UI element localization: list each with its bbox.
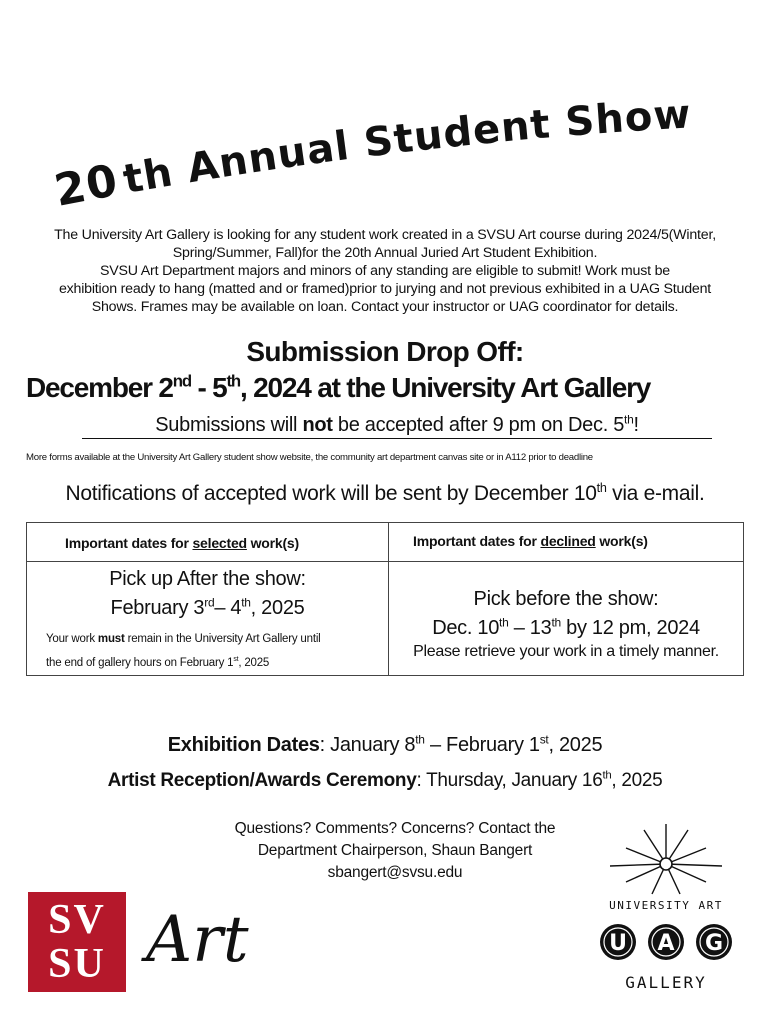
starburst-icon: [610, 824, 722, 894]
header-underlined: declined: [540, 533, 596, 549]
contact-block: [190, 818, 600, 884]
selected-pickup-dates: [27, 594, 388, 622]
dropoff-heading: Submission Drop Off:: [246, 336, 524, 367]
reception-text: : Thursday, January 16: [416, 770, 603, 791]
exhibition-sup: th: [415, 732, 425, 747]
poster-title: [28, 100, 748, 230]
uag-letter-u: U: [609, 931, 627, 956]
reception-text: , 2025: [611, 770, 663, 791]
notification-sup: th: [596, 481, 607, 495]
cell-text: Dec. 10: [432, 617, 500, 639]
title-rest: th Annual Student Show: [119, 100, 693, 204]
cell-text: – 13: [508, 617, 552, 639]
dropoff-dates: [26, 372, 766, 404]
note-text: , 2025: [238, 657, 270, 669]
table-row-divider: [27, 561, 743, 562]
cell-text: February 3: [110, 597, 205, 619]
deadline-sup: th: [624, 412, 634, 427]
uag-letter-g: G: [704, 931, 724, 956]
submission-deadline: [82, 414, 712, 439]
contact-line: Department Chairperson, Shaun Bangert: [257, 842, 533, 859]
reception-sup: th: [602, 769, 612, 782]
deadline-text: be accepted after 9 pm on Dec. 5: [332, 414, 625, 436]
exhibition-dates: [0, 734, 770, 757]
svsu-logo-bottom: SU: [48, 941, 106, 987]
svg-text:20th Annual Student Show: [51, 100, 693, 217]
contact-line: Questions? Comments? Concerns? Contact the: [234, 820, 556, 837]
cell-text: by 12 pm, 2024: [560, 617, 700, 639]
dropoff-date-text: , 2024 at the University Art Gallery: [239, 372, 651, 403]
exhibition-text: : January 8: [319, 734, 416, 756]
exhibition-text: , 2025: [548, 734, 603, 756]
deadline-text: Submissions will: [155, 414, 303, 436]
cell-text: – 4: [214, 597, 242, 619]
deadline-emphasis: not: [302, 414, 333, 436]
poster-title-svg: [28, 100, 748, 230]
header-text: work(s): [246, 535, 299, 551]
header-text: Important dates for: [65, 535, 193, 551]
uag-circles: [600, 924, 732, 960]
title-number: 20: [50, 154, 123, 217]
cell-sup: th: [499, 615, 509, 630]
uag-gallery-logo: [596, 820, 736, 1000]
notification-text: via e-mail.: [606, 482, 705, 505]
declined-pickup-dates: [389, 614, 743, 642]
dropoff-date-text: December 2: [26, 372, 173, 403]
reception-dates: [0, 770, 770, 792]
contact-email: sbangert@svsu.edu: [327, 864, 463, 881]
important-dates-table: [26, 522, 744, 676]
exhibition-text: – February 1: [424, 734, 540, 756]
reception-label: Artist Reception/Awards Ceremony: [107, 770, 417, 791]
declined-pickup-title: Pick before the show:: [473, 588, 659, 610]
intro-line: The University Art Gallery is looking for any student work created in a SVSU Art course during 2024/5(Winter,: [54, 227, 716, 243]
intro-line: Spring/Summer, Fall)for the 20th Annual Juried Art Student Exhibition.: [172, 245, 598, 261]
note-text: remain in the University Art Gallery until: [124, 633, 321, 645]
notification-text: Notifications of accepted work will be sent by December 10: [65, 482, 597, 505]
uag-logo-top-text: UNIVERSITY ART: [609, 899, 723, 912]
more-forms-note: More forms available at the University Art Gallery student show website, the community art department canvas site or in A112 prior to deadline: [26, 452, 593, 463]
selected-note-line: [46, 627, 321, 651]
cell-text: , 2025: [250, 597, 305, 619]
intro-line: SVSU Art Department majors and minors of any standing are eligible to submit! Work must be: [100, 263, 670, 279]
uag-logo-bottom-text: GALLERY: [625, 973, 707, 992]
selected-pickup-title: Pick up After the show:: [109, 568, 306, 590]
art-script-logo: Art: [146, 903, 249, 977]
dropoff-date-sup: th: [226, 371, 240, 391]
svsu-logo-top: SV: [48, 897, 106, 943]
note-sup: st: [233, 656, 239, 664]
note-text: the end of gallery hours on February 1: [46, 657, 234, 669]
note-text: Your work: [46, 633, 98, 645]
declined-header: [413, 533, 648, 549]
svsu-logo: [28, 892, 126, 992]
selected-header: [65, 535, 299, 551]
dropoff-date-sup: nd: [172, 371, 191, 391]
uag-letter-a: A: [657, 931, 675, 956]
header-text: Important dates for: [413, 533, 541, 549]
cell-sup: th: [551, 615, 561, 630]
header-text: work(s): [595, 533, 648, 549]
intro-line: Shows. Frames may be available on loan. Contact your instructor or UAG coordinator for details.: [91, 299, 679, 315]
deadline-text: !: [633, 414, 639, 436]
notification-line: [0, 482, 770, 506]
note-emphasis: must: [97, 633, 125, 645]
cell-sup: th: [241, 595, 251, 610]
dropoff-date-text: - 5: [190, 372, 227, 403]
header-underlined: selected: [192, 535, 247, 551]
intro-paragraph: [20, 226, 750, 316]
intro-line: exhibition ready to hang (matted and or framed)prior to jurying and not previous exhibited in a UAG Student: [58, 281, 712, 297]
exhibition-sup: st: [539, 732, 549, 747]
exhibition-label: Exhibition Dates: [167, 734, 320, 756]
declined-note: Please retrieve your work in a timely manner.: [413, 643, 719, 660]
cell-sup: rd: [204, 595, 215, 610]
selected-note-line: [46, 651, 269, 675]
